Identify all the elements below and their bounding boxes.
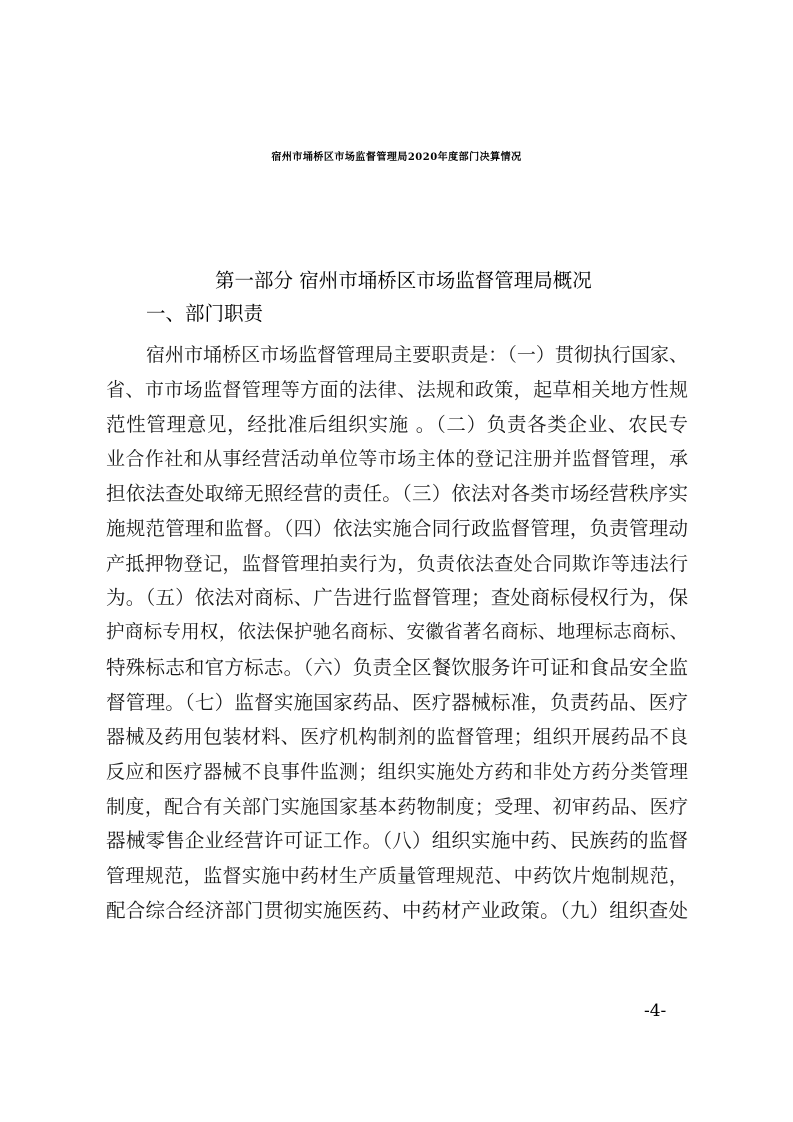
body-line: 施规范管理和监督。（四）依法实施合同行政监督管理，负责管理动 (106, 517, 688, 540)
body-line: 特殊标志和官方标志。（六）负责全区餐饮服务许可证和食品安全监 (106, 656, 688, 679)
body-line: 督管理。（七）监督实施国家药品、医疗器械标准，负责药品、医疗 (106, 691, 688, 714)
body-line: 业合作社和从事经营活动单位等市场主体的登记注册并监督管理，承 (106, 448, 688, 470)
body-line: 器械及药用包装材料、医疗机构制剂的监督管理；组织开展药品不良 (106, 726, 688, 748)
section-heading: 一、部门职责 (146, 302, 264, 325)
body-line: 反应和医疗器械不良事件监测；组织实施处方药和非处方药分类管理 (106, 761, 688, 783)
document-title: 宿州市埇桥区市场监督管理局2020年度部门决算情况 (271, 152, 522, 163)
body-line: 产抵押物登记，监督管理拍卖行为，负责依法查处合同欺诈等违法行 (106, 553, 688, 575)
body-line: 管理规范，监督实施中药材生产质量管理规范、中药饮片炮制规范， (106, 865, 688, 887)
body-line: 为。（五）依法对商标、广告进行监督管理；查处商标侵权行为，保 (106, 586, 688, 609)
body-line: 护商标专用权，依法保护驰名商标、安徽省著名商标、地理标志商标、 (106, 622, 688, 643)
body-line: 制度，配合有关部门实施国家基本药物制度；受理、初审药品、医疗 (106, 796, 688, 818)
body-line: 配合综合经济部门贯彻实施医药、中药材产业政策。（九）组织查处 (106, 899, 688, 922)
body-line: 省、市市场监督管理等方面的法律、法规和政策，起草相关地方性规 (106, 379, 688, 401)
page-number: -4- (644, 1001, 667, 1021)
body-line: 范性管理意见，经批准后组织实施 。（二）负责各类企业、农民专 (106, 413, 688, 436)
body-line: 器械零售企业经营许可证工作。（八）组织实施中药、民族药的监督 (106, 829, 688, 852)
body-line: 宿州市埇桥区市场监督管理局主要职责是：（一）贯彻执行国家、 (146, 344, 688, 366)
body-line: 担依法查处取缔无照经营的责任。（三）依法对各类市场经营秩序实 (106, 482, 688, 505)
section-title: 第一部分 宿州市埇桥区市场监督管理局概况 (215, 269, 592, 292)
